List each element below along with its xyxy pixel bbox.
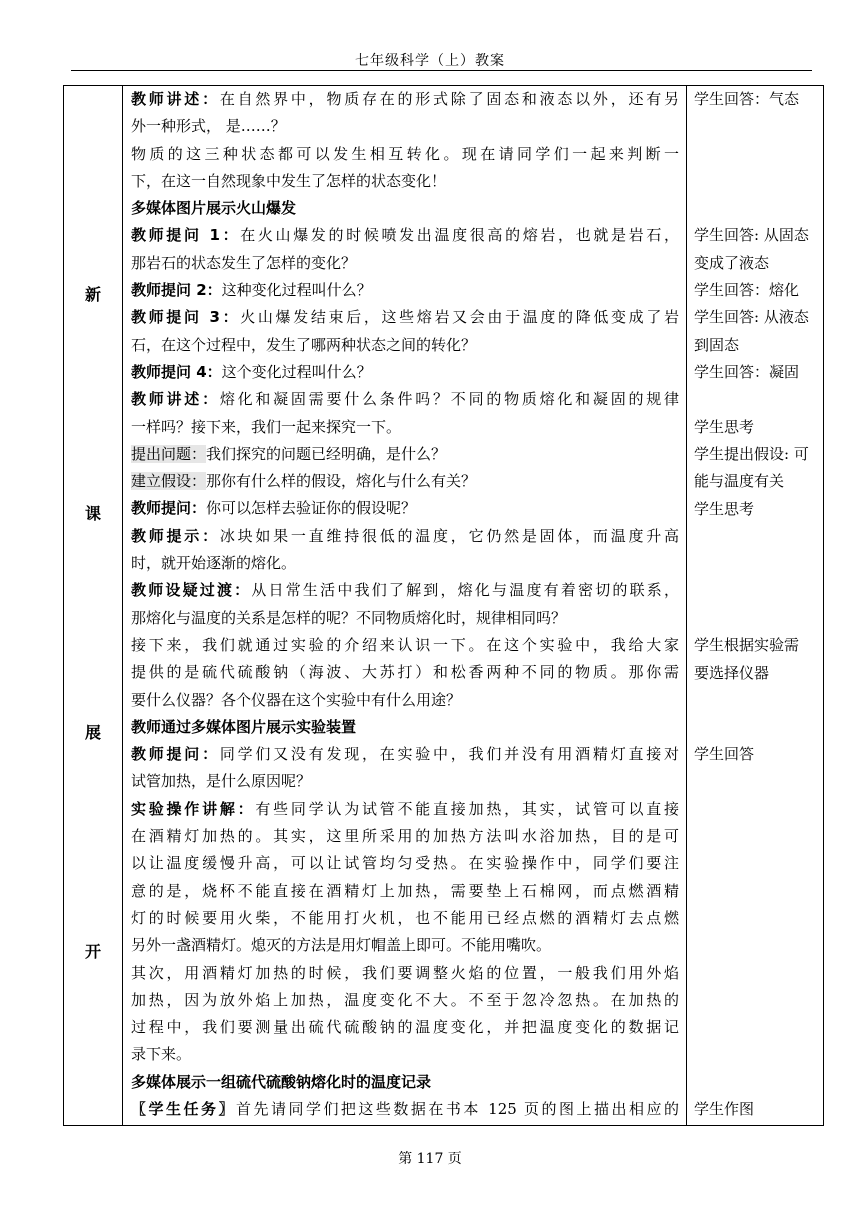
teacher-text: 意的是，烧杯不能直接在酒精灯上加热，需要垫上石棉网，而点燃酒精 — [131, 881, 679, 900]
student-response: 学生回答：气态 — [694, 90, 800, 108]
teacher-text-line — [131, 714, 679, 741]
teacher-text-line — [131, 495, 679, 522]
teacher-text: 一样吗？接下来，我们一起来探究一下。 — [131, 417, 402, 436]
teacher-text-line — [131, 222, 679, 249]
teacher-text-line — [131, 277, 679, 304]
activity-label: 教师提问： — [131, 499, 207, 518]
teacher-text-line — [131, 250, 679, 277]
student-response: 学生回答: 从固态 — [694, 226, 809, 244]
student-response: 学生回答：熔化 — [694, 281, 800, 299]
activity-label: 多媒体展示一组硫代硫酸钠熔化时的温度记录 — [131, 1072, 432, 1091]
teacher-text: 下，在这一自然现象中发生了怎样的状态变化！ — [131, 171, 447, 190]
teacher-text: 石，在这个过程中，发生了哪两种状态之间的转化？ — [131, 335, 477, 354]
stage-label: 新 — [84, 285, 101, 304]
inquiry-step-label: 建立假设： — [131, 472, 207, 491]
teacher-text: 试管加热，是什么原因呢？ — [131, 772, 312, 791]
teacher-text: 这个变化过程叫什么？ — [221, 362, 372, 381]
teacher-text: 其次，用酒精灯加热的时候，我们要调整火焰的位置，一般我们用外焰 — [131, 963, 679, 982]
teacher-text: 那岩石的状态发生了怎样的变化？ — [131, 253, 357, 272]
stage-label: 开 — [84, 942, 101, 961]
page-header-title: 七年级科学（上）教案 — [355, 53, 505, 69]
teacher-text-line — [131, 605, 679, 632]
student-response: 变成了液态 — [694, 254, 770, 272]
column-divider-student — [686, 86, 687, 1125]
column-divider-stage — [122, 86, 123, 1125]
teacher-text-line — [131, 850, 679, 877]
teacher-text: 在火山爆发的时候喷发出温度很高的熔岩，也就是岩石， — [240, 226, 679, 245]
teacher-text-line — [131, 168, 679, 195]
teacher-text-line — [131, 1041, 679, 1068]
teacher-text-line — [131, 414, 679, 441]
student-response: 学生回答：凝固 — [694, 363, 800, 381]
teacher-text-line — [131, 905, 679, 932]
teacher-text-line — [131, 741, 679, 768]
student-response: 能与温度有关 — [694, 472, 785, 490]
teacher-text: 在酒精灯加热的。其实，这里所采用的加热方法叫水浴加热，目的是可 — [131, 827, 679, 846]
teacher-text: 接下来，我们就通过实验的介绍来认识一下。在这个实验中，我给大家 — [131, 635, 679, 654]
teacher-text-line — [131, 304, 679, 331]
activity-label: 教师提问 3： — [131, 308, 241, 327]
teacher-text-line — [131, 932, 679, 959]
teacher-text: 物质的这三种状态都可以发生相互转化。现在请同学们一起来判断一 — [131, 144, 679, 163]
teacher-text-line — [131, 332, 679, 359]
teacher-text: 以让温度缓慢升高，可以让试管均匀受热。在实验操作中，同学们要注 — [131, 854, 679, 873]
teacher-text-line — [131, 960, 679, 987]
teacher-text: 另外一盏酒精灯。熄灭的方法是用灯帽盖上即可。不能用嘴吹。 — [131, 936, 552, 955]
teacher-text: 在自然界中，物质存在的形式除了固态和液态以外，还有另 — [219, 90, 679, 108]
teacher-text-line — [131, 195, 679, 222]
teacher-text-line — [131, 441, 679, 468]
activity-label: 教师提问 2： — [131, 281, 222, 300]
student-response: 学生回答: 从液态 — [694, 308, 809, 326]
teacher-text-line — [131, 878, 679, 905]
activity-label: 教师提问 1： — [131, 226, 241, 245]
teacher-text: 要什么仪器？各个仪器在这个实验中有什么用途？ — [131, 690, 462, 709]
inquiry-step-label: 提出问题： — [131, 444, 207, 463]
teacher-text: 加热，因为放外焰上加热，温度变化不大。不至于忽冷忽热。在加热的 — [131, 990, 679, 1009]
teacher-text: 灯的时候要用火柴，不能用打火机，也不能用已经点燃的酒精灯去点燃 — [131, 908, 679, 927]
teacher-text-line — [131, 141, 679, 168]
header-rule — [71, 70, 812, 71]
teacher-text-line — [131, 577, 679, 604]
teacher-text-line — [131, 113, 679, 140]
student-response: 学生思考 — [694, 418, 755, 436]
activity-label: 教师讲述： — [131, 390, 220, 409]
student-response: 到固态 — [694, 336, 740, 354]
activity-label: 教师设疑过渡： — [131, 581, 252, 600]
activity-label: 教师讲述： — [131, 90, 220, 108]
teacher-text: 从日常生活中我们了解到，熔化与温度有着密切的联系， — [251, 581, 679, 600]
teacher-text: 时，就开始逐渐的熔化。 — [131, 554, 297, 573]
teacher-text-line — [131, 659, 679, 686]
stage-label: 展 — [84, 723, 101, 742]
activity-label: 教师提问 4： — [131, 362, 222, 381]
page-number: 第 117 页 — [398, 1151, 462, 1167]
student-response: 学生回答 — [694, 745, 755, 763]
activity-label: 教师提问： — [131, 745, 220, 764]
teacher-text: 外一种形式， 是……？ — [131, 117, 286, 136]
student-response: 学生作图 — [694, 1100, 755, 1118]
teacher-text-line — [131, 1069, 679, 1096]
stage-label: 课 — [84, 504, 101, 523]
activity-label: 〖学生任务〗 — [131, 1099, 236, 1118]
teacher-text: 提供的是硫代硫酸钠（海波、大苏打）和松香两种不同的物质。那你需 — [131, 663, 679, 682]
student-response: 学生提出假设: 可 — [694, 445, 809, 463]
activity-label: 实验操作讲解： — [131, 799, 256, 818]
teacher-text: 过程中，我们要测量出硫代硫酸钠的温度变化，并把温度变化的数据记 — [131, 1018, 679, 1037]
lesson-table — [63, 85, 824, 1126]
teacher-text: 那你有什么样的假设，熔化与什么有关？ — [206, 472, 477, 491]
teacher-text-line — [131, 768, 679, 795]
teacher-text-line — [131, 86, 679, 113]
teacher-text-line — [131, 1014, 679, 1041]
teacher-text: 录下来。 — [131, 1045, 192, 1064]
teacher-text-line — [131, 1096, 679, 1123]
teacher-text: 我们探究的问题已经明确，是什么？ — [206, 444, 447, 463]
teacher-text: 首先请同学们把这些数据在书本 125 页的图上描出相应的 — [235, 1099, 679, 1118]
teacher-text-line — [131, 550, 679, 577]
teacher-text-line — [131, 523, 679, 550]
teacher-text-line — [131, 687, 679, 714]
teacher-text: 同学们又没有发现，在实验中，我们并没有用酒精灯直接对 — [219, 745, 679, 764]
teacher-text: 冰块如果一直维持很低的温度，它仍然是固体，而温度升高 — [219, 526, 679, 545]
teacher-text-line — [131, 359, 679, 386]
teacher-text: 熔化和凝固需要什么条件吗？不同的物质熔化和凝固的规律 — [219, 390, 679, 409]
teacher-activity-column — [131, 86, 679, 1123]
activity-label: 教师通过多媒体图片展示实验装置 — [131, 717, 357, 736]
teacher-text-line — [131, 823, 679, 850]
activity-label: 教师提示： — [131, 526, 220, 545]
teacher-text: 你可以怎样去验证你的假设呢？ — [206, 499, 417, 518]
teacher-text: 那熔化与温度的关系是怎样的呢？不同物质熔化时，规律相同吗？ — [131, 608, 567, 627]
teacher-text-line — [131, 987, 679, 1014]
activity-label: 多媒体图片展示火山爆发 — [131, 199, 297, 218]
teacher-text: 有些同学认为试管不能直接加热，其实，试管可以直接 — [255, 799, 679, 818]
student-response: 学生根据实验需 — [694, 636, 800, 654]
student-response: 要选择仪器 — [694, 664, 770, 682]
teacher-text-line — [131, 632, 679, 659]
teacher-text-line — [131, 468, 679, 495]
teacher-text-line — [131, 796, 679, 823]
teacher-text-line — [131, 386, 679, 413]
student-response: 学生思考 — [694, 500, 755, 518]
teacher-text: 这种变化过程叫什么？ — [221, 281, 372, 300]
teacher-text: 火山爆发结束后，这些熔岩又会由于温度的降低变成了岩 — [240, 308, 679, 327]
